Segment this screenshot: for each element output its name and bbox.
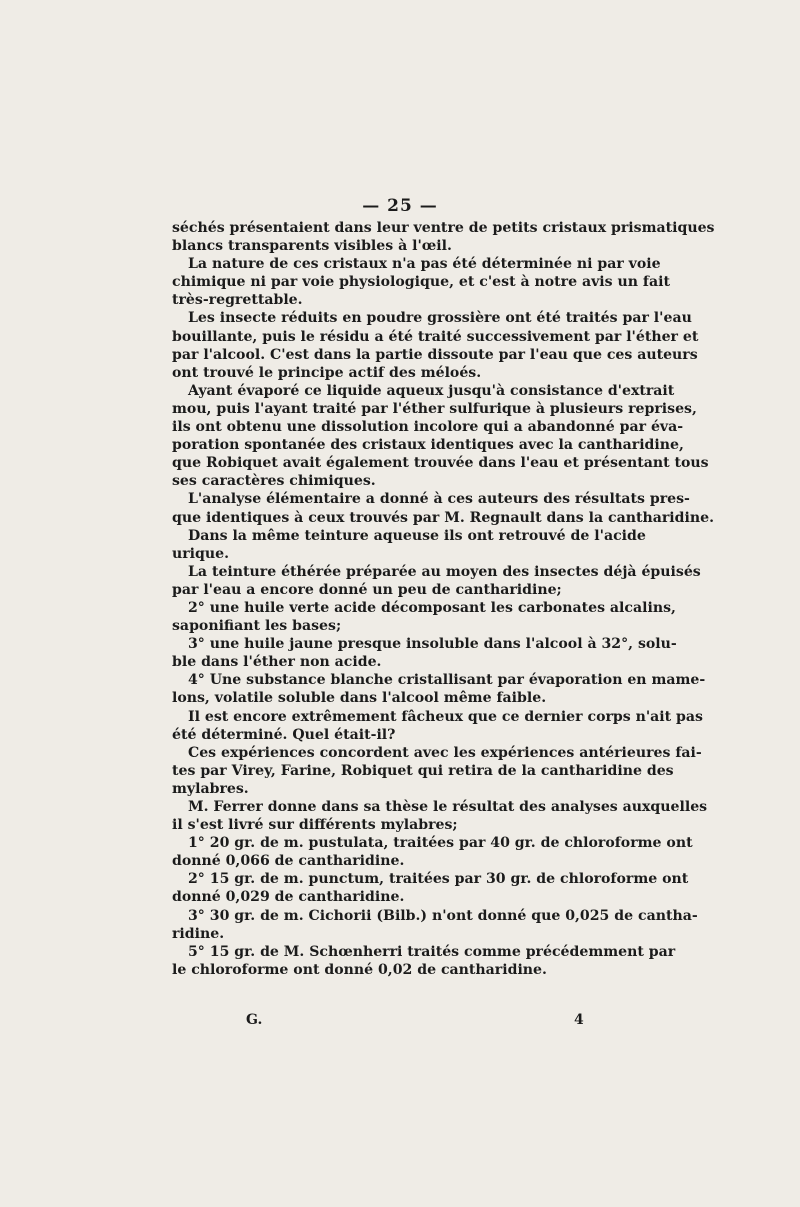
body-text	[172, 219, 715, 979]
text-line: Ces expériences concordent avec les expériences antérieures fai-	[188, 744, 702, 761]
text-line: 2° une huile verte acide décomposant les carbonates alcalins,	[188, 599, 676, 616]
text-line: 4° Une substance blanche cristallisant par évaporation en mame-	[188, 672, 706, 689]
text-line: par l'eau a encore donné un peu de cantharidine;	[172, 581, 562, 598]
text-line: Il est encore extrêmement fâcheux que ce dernier corps n'ait pas	[188, 708, 703, 725]
text-line: que Robiquet avait également trouvée dans l'eau et présentant tous	[172, 455, 709, 472]
text-line: La teinture éthérée préparée au moyen des insectes déjà épuisés	[188, 563, 701, 580]
text-line: saponifiant les bases;	[172, 618, 342, 635]
text-line: par l'alcool. C'est dans la partie dissoute par l'eau que ces auteurs	[172, 346, 698, 363]
text-line: 3° une huile jaune presque insoluble dans l'alcool à 32°, solu-	[188, 636, 677, 653]
text-line: il s'est livré sur différents mylabres;	[172, 817, 458, 834]
text-line: 3° 30 gr. de m. Cichorii (Bilb.) n'ont donné que 0,025 de cantha-	[188, 907, 698, 924]
text-line: très-regrettable.	[172, 292, 303, 309]
text-line: Dans la même teinture aqueuse ils ont retrouvé de l'acide	[188, 527, 646, 544]
text-line: donné 0,029 de cantharidine.	[172, 889, 405, 906]
text-line: été déterminé. Quel était-il?	[172, 726, 396, 743]
text-line: blancs transparents visibles à l'œil.	[172, 238, 452, 255]
text-line: 5° 15 gr. de M. Schœnherri traités comme précédemment par	[188, 943, 676, 960]
text-line: L'analyse élémentaire a donné à ces auteurs des résultats pres-	[188, 491, 690, 508]
text-line: Ayant évaporé ce liquide aqueux jusqu'à consistance d'extrait	[188, 382, 675, 399]
text-line: bouillante, puis le résidu a été traité successivement par l'éther et	[172, 328, 699, 345]
text-line: 2° 15 gr. de m. punctum, traitées par 30 gr. de chloroforme ont	[188, 871, 689, 888]
text-line: 1° 20 gr. de m. pustulata, traitées par 40 gr. de chloroforme ont	[188, 835, 693, 852]
text-line: chimique ni par voie physiologique, et c'est à notre avis un fait	[172, 274, 670, 291]
text-line: que identiques à ceux trouvés par M. Regnault dans la cantharidine.	[172, 509, 714, 526]
text-line: séchés présentaient dans leur ventre de petits cristaux prismatiques	[172, 220, 715, 236]
text-line: ils ont obtenu une dissolution incolore qui a abandonné par éva-	[172, 419, 684, 436]
text-line: ble dans l'éther non acide.	[172, 654, 382, 671]
text-line: urique.	[172, 545, 230, 562]
text-line: poration spontanée des cristaux identiques avec la cantharidine,	[172, 437, 684, 454]
text-line: ridine.	[172, 925, 225, 942]
text-line: lons, volatile soluble dans l'alcool même faible.	[172, 690, 547, 707]
text-line: La nature de ces cristaux n'a pas été déterminée ni par voie	[188, 256, 661, 273]
signature-mark: G.	[246, 1012, 263, 1028]
text-line: ont trouvé le principe actif des méloés.	[172, 364, 482, 381]
text-line: le chloroforme ont donné 0,02 de cantharidine.	[172, 961, 547, 978]
page-number: — 25 —	[362, 196, 438, 216]
sheet-number: 4	[574, 1012, 584, 1028]
text-line: donné 0,066 de cantharidine.	[172, 853, 405, 870]
text-line: Les insecte réduits en poudre grossière ont été traités par l'eau	[188, 310, 692, 327]
text-line: tes par Virey, Farine, Robiquet qui retira de la cantharidine des	[172, 762, 674, 779]
text-line: ses caractères chimiques.	[172, 473, 376, 490]
text-line: mou, puis l'ayant traité par l'éther sulfurique à plusieurs reprises,	[172, 400, 697, 417]
text-line: mylabres.	[172, 780, 249, 797]
text-line: M. Ferrer donne dans sa thèse le résultat des analyses auxquelles	[188, 799, 708, 815]
